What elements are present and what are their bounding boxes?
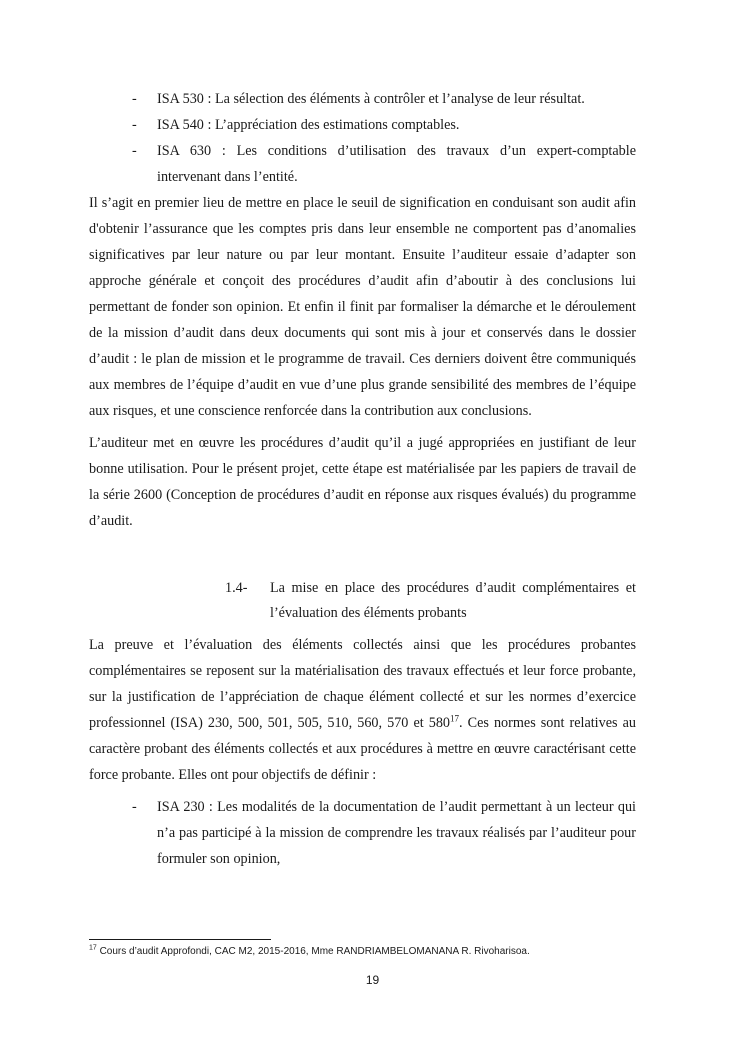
- list-item-text: ISA 630 : Les conditions d’utilisation des travaux d’un expert-comptable intervenant dans l’entité.: [157, 143, 636, 185]
- list-item-text: ISA 540 : L’appréciation des estimations comptables.: [157, 117, 460, 133]
- footnote-text: Cours d’audit Approfondi, CAC M2, 2015-2016, Mme RANDRIAMBELOMANANA R. Rivoharisoa.: [96, 946, 530, 957]
- list-dash: -: [132, 143, 137, 159]
- section-heading: [89, 576, 636, 626]
- isa-list-top: [89, 86, 636, 190]
- footnote-number: 17: [89, 944, 97, 952]
- footnote-reference: 17: [450, 713, 460, 724]
- list-item: [89, 86, 636, 112]
- section-title: La mise en place des procédures d’audit complémentaires et l’évaluation des éléments probants: [270, 580, 636, 621]
- section-number: 1.4-: [225, 580, 248, 596]
- paragraph-2: L’auditeur met en œuvre les procédures d’audit qu’il a jugé appropriées en justifiant de leur bonne utilisation. Pour le présent projet, cette étape est matérialisée par les papiers de travail de la série 2600 (Conception de procédures d’audit en réponse aux risques évalués) du programme d’audit.: [89, 435, 636, 529]
- footnote: [89, 945, 530, 959]
- list-item: [89, 138, 636, 190]
- paragraph-3-text: La preuve et l’évaluation des éléments collectés ainsi que les procédures probantes complémentaires se reposent sur la matérialisation des travaux effectués et leur force probante, sur la justification de l’appréciation de chaque élément collecté et sur les normes d’exercice professionnel (ISA) 230, 500, 501, 505, 510, 560, 570 et 580: [89, 637, 636, 731]
- paragraph-3-continuation: . Ces normes sont relatives au caractère probant des éléments collectés et aux procédures à mettre en œuvre caractérisant cette force probante. Elles ont pour objectifs de définir :: [89, 715, 636, 783]
- paragraph-1: Il s’agit en premier lieu de mettre en place le seuil de signification en conduisant son audit afin d'obtenir l’assurance que les comptes pris dans leur ensemble ne comportent pas d’anomalies significatives par leur nature ou par leur montant. Ensuite l’auditeur essaie d’adapter son approche générale et conçoit des procédures d’audit afin d’aboutir à des conclusions lui permettant de fonder son opinion. Et enfin il finit par formaliser la démarche et le déroulement de la mission d’audit dans deux documents qui sont mis à jour et conservés dans le dossier d’audit : le plan de mission et le programme de travail. Ces derniers doivent être communiqués aux membres de l’équipe d’audit en vue d’une plus grande sensibilité des membres de l’équipe aux risques, et une conscience renforcée dans la contribution aux conclusions.: [89, 195, 636, 419]
- list-dash: -: [132, 91, 137, 107]
- footnote-divider: [89, 939, 271, 940]
- list-item-text: ISA 230 : Les modalités de la documentation de l’audit permettant à un lecteur qui n’a pas participé à la mission de comprendre les travaux réalisés par l’auditeur pour formuler son opinion,: [157, 799, 636, 867]
- list-dash: -: [132, 117, 137, 133]
- isa-list-bottom: [89, 794, 636, 872]
- list-item: [89, 794, 636, 872]
- page-body: [89, 86, 636, 872]
- list-dash: -: [132, 799, 137, 815]
- page-number: 19: [365, 973, 380, 987]
- paragraph-3: [89, 632, 636, 788]
- list-item-text: ISA 530 : La sélection des éléments à contrôler et l’analyse de leur résultat.: [157, 91, 585, 107]
- list-item: [89, 112, 636, 138]
